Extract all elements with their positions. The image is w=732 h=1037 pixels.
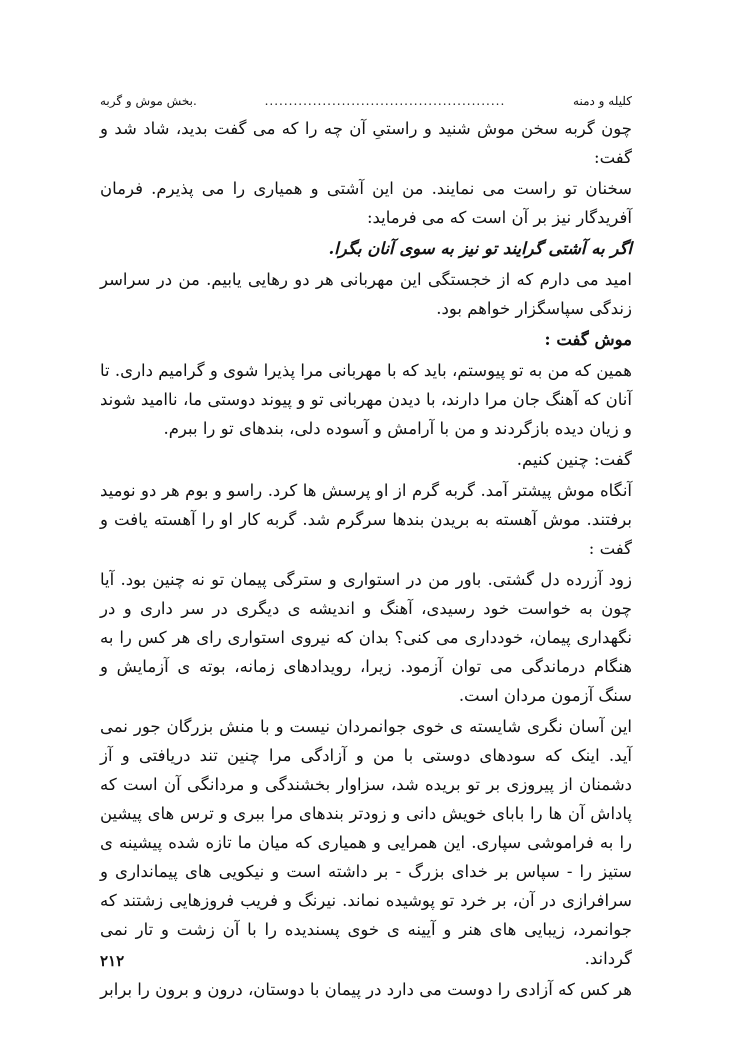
speaker-line: موش گفت : [544,330,632,349]
paragraph-3: امید می دارم که از خجستگی این مهربانی هر دو رهایی یابیم. من در سراسر زندگی سپاسگزار خواهم بود. [100,270,632,318]
running-header [100,88,632,114]
paragraph-6: آنگاه موش پیشتر آمد. گربه گرم از او پرسش ها کرد. راسو و بوم هر دو نومید برفتند. موش آهسته به بریدن بندها سرگرم شد. گربه کار او را آهسته یافت و گفت : [100,481,632,558]
book-page [100,88,632,1006]
paragraph-1: چون گربه سخن موش شنید و راستیِ آن چه را که می گفت بدید، شاد شد و گفت: [100,119,632,167]
header-book-title: کلیله و دمنه [573,94,632,108]
paragraph-5: گفت: چنین کنیم. [516,450,632,469]
header-dot-leader: .................................................. [264,94,506,108]
page-number: ۲۱۲ [100,952,125,970]
paragraph-9: هر کس که آزادی را دوست می دارد در پیمان با دوستان، درون و برون را برابر [100,980,632,999]
paragraph-2: سخنان تو راست می نمایند. من این آشتی و همیاری را می پذیرم. فرمان آفریدگار نیز بر آن است که می فرماید: [100,179,632,227]
paragraph-8: این آسان نگری شایسته ی خوی جوانمردان نیست و با منش بزرگان جور نمی آید. اینک که سودهای دوستی با من و آزادگی مرا چنین تند دریافتی و آز دشمنان از پیروزی بر تو بریده شد، سزاوار بخشندگی و مردانگی آن است که پاداش آن ها را بابای خویش دانی و زودتر بندهای مرا ببری و ترس های پیشین را به فراموشی سپاری. این همرایی و همیاری که میان ما تازه شده پیشینه ی ستیز را - سپاس بر خدای بزرگ - بر داشته است و نیکویی های پیمانداری و سرافرازی در آن، بر خرد تو پوشیده نماند. نیرنگ و فریب فروزهایی زشتند که جوانمرد، زیبایی های هنر و آیینه ی خوی پسندیده را با آن زشت و تار نمی گرداند. [100,717,632,968]
header-section-title: .بخش موش و گربه [100,94,197,108]
quoted-verse: اگر به آشتی گرایند تو نیز به سوی آنان بگرا. [328,239,632,258]
paragraph-4: همین که من به تو پیوستم، باید که با مهربانی مرا پذیرا شوی و گرامیم داری. تا آنان که آهنگ جان مرا دارند، با دیدن مهربانی تو و پیوند دوستی ما، ناامید شوند و زیان دیده بازگردند و من با آرامش و آسوده دلی، بندهای تو را ببرم. [100,361,632,438]
paragraph-7: زود آزرده دل گشتی. باور من در استواری و سترگی پیمان تو نه چنین بود. آیا چون به خواست خود رسیدی، آهنگ و اندیشه ی دیگری در سر داری و در نگهداری پیمان، خودداری می کنی؟ بدان که نیروی استواری رای هر کس را به هنگام درماندگی می توان آزمود. زیرا، رویدادهای زمانه، بوته ی آزمایش و سنگ آزمون مردان است. [100,570,632,705]
